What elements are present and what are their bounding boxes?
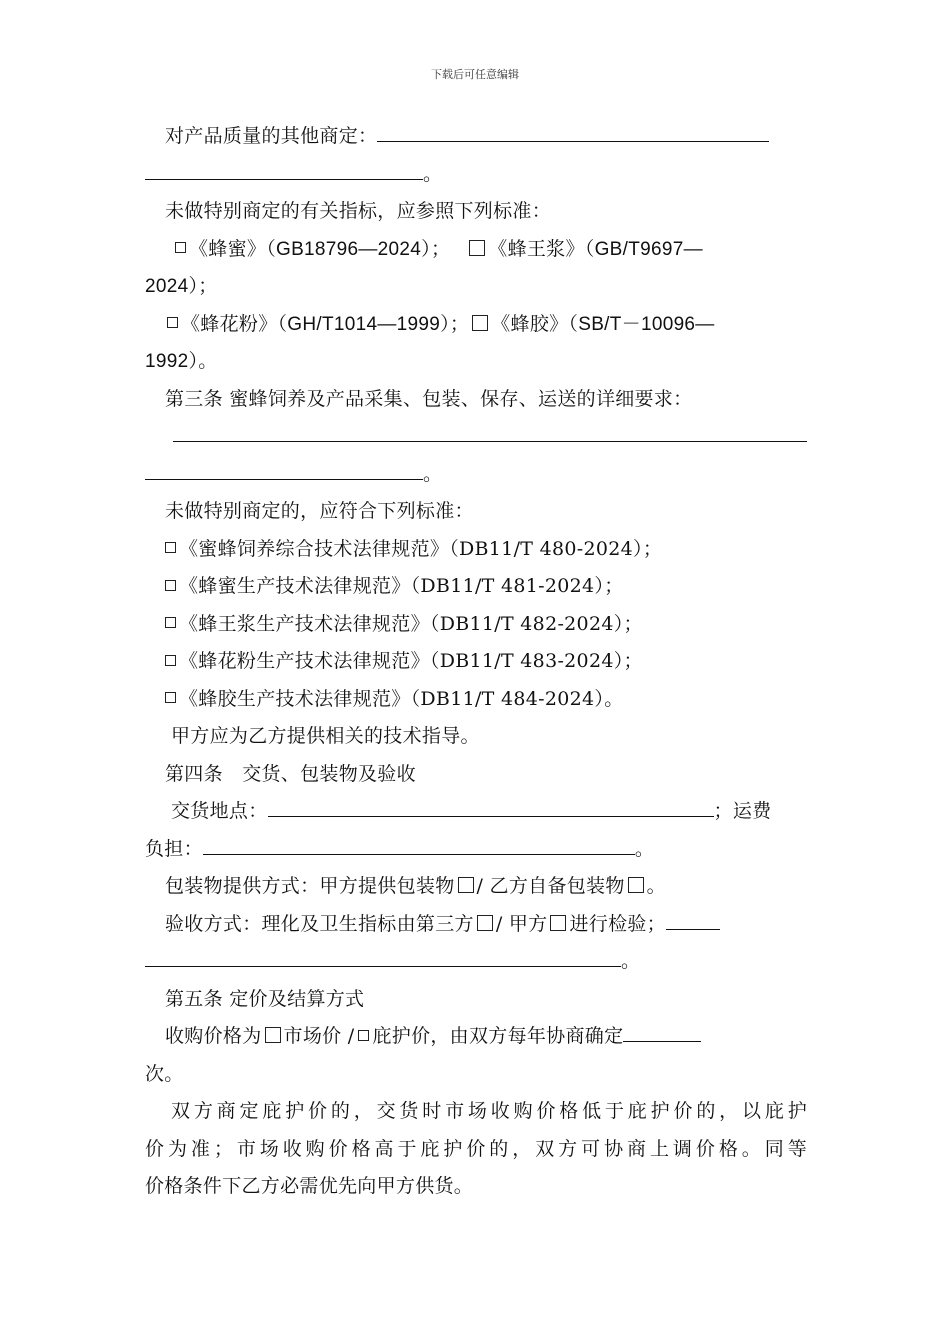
packaging-line: 包装物提供方式：甲方提供包装物 / 乙方自备包装物 。 bbox=[165, 875, 666, 897]
checkbox-third-party[interactable] bbox=[477, 915, 493, 931]
acceptance-blank[interactable] bbox=[666, 907, 720, 930]
contract-body bbox=[145, 118, 807, 1206]
article-5-title: 第五条 定价及结算方式 bbox=[165, 987, 365, 1010]
price-paragraph-line-3: 价格条件下乙方必需优先向甲方供货。 bbox=[145, 1175, 474, 1197]
standard-pollen-propolis-line bbox=[145, 306, 807, 344]
checkbox-honey[interactable] bbox=[175, 242, 186, 253]
other-quality-line bbox=[145, 118, 807, 156]
price-line: 收购价格为 市场价 / 庇护价，由双方每年协商确定 bbox=[145, 1018, 807, 1056]
checkbox-party-a-inspect[interactable] bbox=[550, 915, 566, 931]
checkbox-market-price[interactable] bbox=[265, 1027, 281, 1043]
price-paragraph-line-1: 双方商定庇护价的，交货时市场收购价格低于庇护价的，以庇护 bbox=[171, 1100, 807, 1122]
freight-blank[interactable] bbox=[203, 832, 635, 855]
standard-item: 《蜂花粉生产技术法律规范》（DB11/T 483-2024）； bbox=[145, 643, 807, 681]
standard-pollen: 《蜂花粉》（GH/T1014—1999）； bbox=[181, 313, 470, 335]
requirements-line bbox=[145, 418, 807, 456]
checkbox-pollen[interactable] bbox=[167, 317, 178, 328]
standard-item: 《蜂蜜生产技术法律规范》（DB11/T 481-2024）； bbox=[145, 568, 807, 606]
other-quality-label: 对产品质量的其他商定： bbox=[165, 125, 378, 147]
other-quality-blank-2[interactable] bbox=[145, 157, 423, 180]
standard-propolis-cont: 1992）。 bbox=[145, 351, 218, 372]
price-line-cont: 次。 bbox=[145, 1062, 184, 1085]
standard-royal-jelly-cont: 2024）； bbox=[145, 276, 218, 297]
standard-honey: 《蜂蜜》（GB18796—2024）； bbox=[189, 238, 451, 260]
standard-item: 《蜂胶生产技术法律规范》（DB11/T 484-2024）。 bbox=[145, 681, 807, 719]
checkbox-standard-5[interactable] bbox=[165, 692, 176, 703]
requirements-line-2: 。 bbox=[145, 456, 807, 494]
standard-item: 《蜜蜂饲养综合技术法律规范》（DB11/T 480-2024）； bbox=[145, 531, 807, 569]
standard-propolis: 《蜂胶》（SB/T－10096— bbox=[491, 313, 715, 335]
other-quality-line-2: 。 bbox=[145, 156, 807, 194]
checkbox-propolis[interactable] bbox=[472, 315, 488, 331]
delivery-place-label: 交货地点： bbox=[171, 800, 268, 822]
standard-honey-royal-line bbox=[145, 231, 807, 269]
price-paragraph-line-2: 价为准；市场收购价格高于庇护价的，双方可协商上调价格。同等 bbox=[145, 1137, 807, 1160]
checkbox-royal-jelly[interactable] bbox=[469, 240, 485, 256]
unspecified-intro: 未做特别商定的有关指标，应参照下列标准： bbox=[165, 200, 552, 222]
requirements-blank-2[interactable] bbox=[145, 457, 423, 480]
delivery-place-blank[interactable] bbox=[268, 794, 714, 817]
delivery-place-line bbox=[145, 793, 807, 831]
acceptance-blank-2[interactable] bbox=[145, 944, 621, 967]
freight-label: ；运费 bbox=[713, 800, 772, 822]
other-quality-blank[interactable] bbox=[377, 119, 769, 142]
technical-guidance: 甲方应为乙方提供相关的技术指导。 bbox=[171, 725, 480, 747]
freight-line: 负担： 。 bbox=[145, 831, 807, 869]
checkbox-party-b-packaging[interactable] bbox=[628, 877, 644, 893]
article-4-title: 第四条 交货、包装物及验收 bbox=[165, 762, 416, 785]
standard-royal-jelly: 《蜂王浆》（GB/T9697— bbox=[488, 238, 703, 260]
article-3-unspecified-intro: 未做特别商定的，应符合下列标准： bbox=[165, 500, 474, 522]
article-3-title: 第三条 蜜蜂饲养及产品采集、包装、保存、运送的详细要求： bbox=[165, 387, 693, 410]
checkbox-standard-4[interactable] bbox=[165, 655, 176, 666]
checkbox-standard-2[interactable] bbox=[165, 580, 176, 591]
checkbox-party-a-packaging[interactable] bbox=[458, 877, 474, 893]
checkbox-standard-1[interactable] bbox=[165, 542, 176, 553]
requirements-blank[interactable] bbox=[173, 419, 807, 442]
price-times-blank[interactable] bbox=[623, 1019, 701, 1042]
acceptance-line-2: 。 bbox=[145, 943, 807, 981]
acceptance-line: 验收方式：理化及卫生指标由第三方 / 甲方 进行检验； bbox=[145, 906, 807, 944]
checkbox-protect-price[interactable] bbox=[358, 1030, 369, 1041]
checkbox-standard-3[interactable] bbox=[165, 617, 176, 628]
standard-item: 《蜂王浆生产技术法律规范》（DB11/T 482-2024）； bbox=[145, 606, 807, 644]
page-header: 下载后可任意编辑 bbox=[431, 68, 519, 81]
